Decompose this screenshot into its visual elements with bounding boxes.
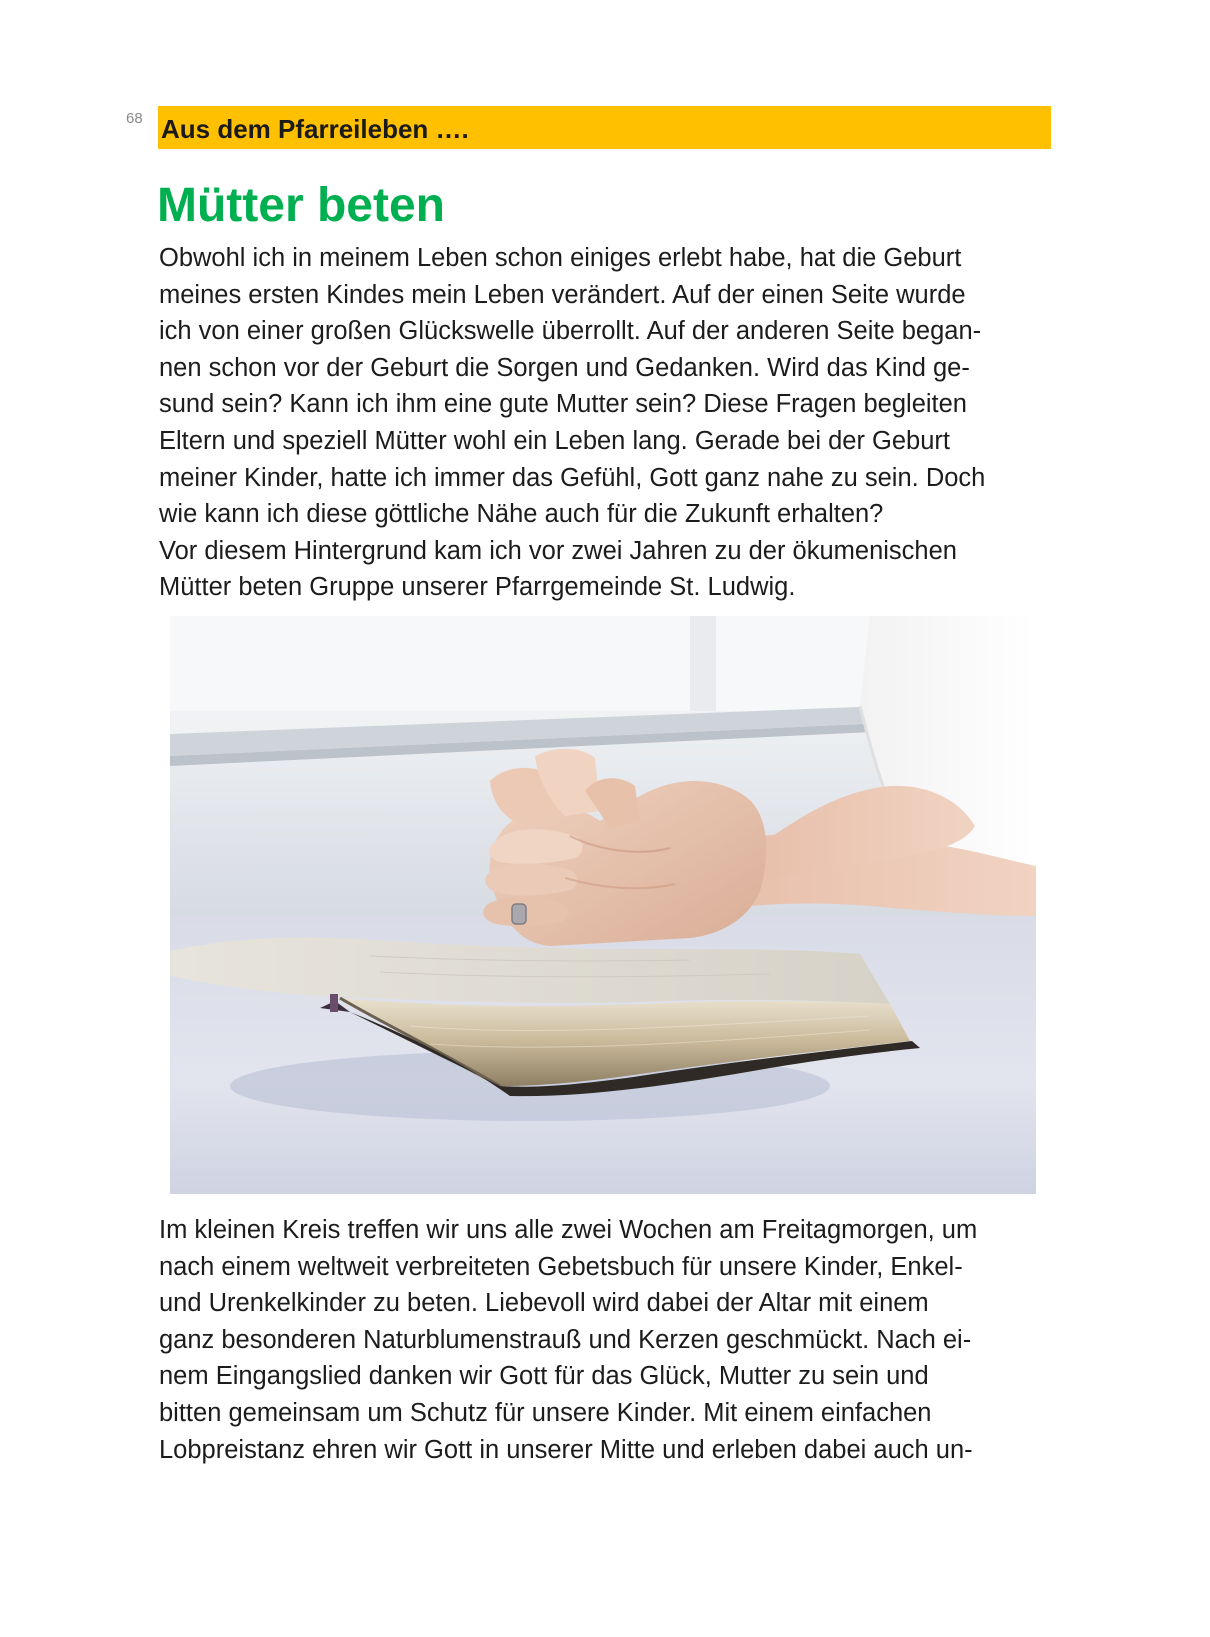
paragraph-line: wie kann ich diese göttliche Nähe auch für die Zukunft erhalten? [159,500,884,529]
paragraph-line: meines ersten Kindes mein Leben verändert. Auf der einen Seite wurde [159,280,966,309]
paragraph-line: Obwohl ich in meinem Leben schon einiges erlebt habe, hat die Geburt [159,244,962,272]
paragraph-line: nem Eingangslied danken wir Gott für das Glück, Mutter zu sein und [159,1362,929,1391]
paragraph-line: nach einem weltweit verbreiteten Gebetsbuch für unsere Kinder, Enkel- [159,1252,963,1281]
paragraph-line: meiner Kinder, hatte ich immer das Gefühl, Gott ganz nahe zu sein. Doch [159,463,986,492]
paragraph-line: Mütter beten Gruppe unserer Pfarrgemeinde St. Ludwig. [159,573,796,602]
paragraph-line: Lobpreistanz ehren wir Gott in unserer Mitte und erleben dabei auch un- [159,1435,973,1464]
article-paragraph-intro [159,240,1049,606]
paragraph-line: sund sein? Kann ich ihm eine gute Mutter sein? Diese Fragen begleiten [159,390,967,419]
paragraph-line: bitten gemeinsam um Schutz für unsere Kinder. Mit einem einfachen [159,1398,932,1427]
article-headline: Mütter beten [157,179,445,232]
paragraph-line: ganz besonderen Naturblumenstrauß und Kerzen geschmückt. Nach ei- [159,1325,972,1354]
article-paragraph-gathering [159,1212,1049,1468]
section-title: Aus dem Pfarreileben …. [161,114,469,144]
praying-hands-photo [170,616,1036,1194]
paragraph-line: und Urenkelkinder zu beten. Liebevoll wird dabei der Altar mit einem [159,1289,929,1318]
section-header-bar [158,106,1051,149]
paragraph-line: Eltern und speziell Mütter wohl ein Leben lang. Gerade bei der Geburt [159,426,950,455]
paragraph-line: nen schon vor der Geburt die Sorgen und Gedanken. Wird das Kind ge- [159,353,970,382]
paragraph-line: ich von einer großen Glückswelle überrollt. Auf der anderen Seite began- [159,317,982,346]
page-number: 68 [126,110,143,127]
paragraph-line: Vor diesem Hintergrund kam ich vor zwei Jahren zu der ökumenischen [159,536,957,565]
paragraph-line: Im kleinen Kreis treffen wir uns alle zwei Wochen am Freitagmorgen, um [159,1216,978,1244]
